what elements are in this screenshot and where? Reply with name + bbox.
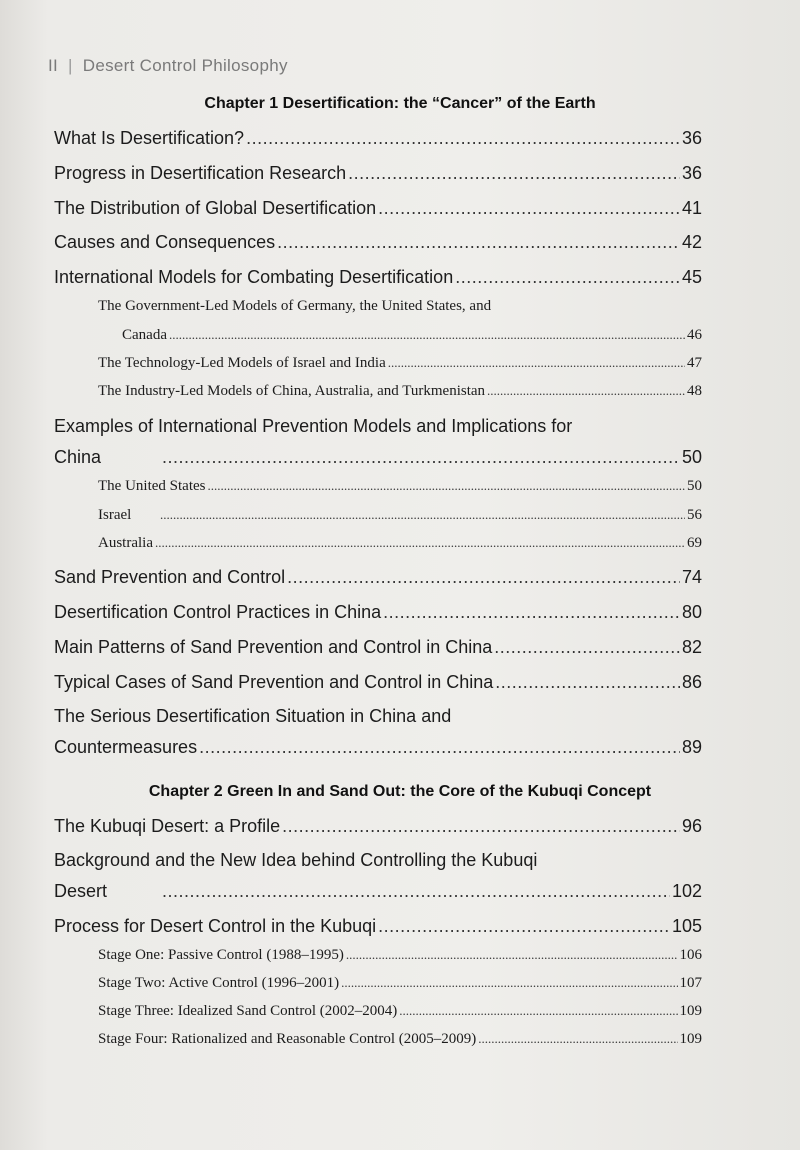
toc-entry-page: 82 (681, 637, 702, 657)
toc-entry-page: 106 (679, 947, 702, 963)
toc-entry-title: Causes and Consequences (54, 232, 276, 252)
toc-entry-line1[interactable]: Examples of International Prevention Models and Implications for (54, 416, 573, 436)
dot-leader (494, 637, 680, 658)
toc-entry-title: Process for Desert Control in the Kubuqi (54, 916, 377, 936)
toc-entry-title: Stage Two: Active Control (1996–2001) (98, 975, 340, 991)
toc-entry[interactable] (54, 128, 702, 149)
toc-entry-page: 46 (687, 327, 702, 343)
header-separator: | (68, 56, 73, 75)
toc-entry-page: 56 (687, 507, 702, 523)
dot-leader (162, 447, 680, 468)
toc-entry-page: 74 (681, 567, 702, 587)
dot-leader (246, 128, 680, 149)
dot-leader (399, 1003, 677, 1020)
toc-entry-page: 80 (681, 602, 702, 622)
toc-entry[interactable] (54, 267, 702, 288)
toc-entry-page: 36 (681, 163, 702, 183)
toc-subentry[interactable] (98, 947, 702, 964)
toc-entry[interactable] (54, 232, 702, 253)
toc-entry-title: Desertification Control Practices in China (54, 602, 382, 622)
toc-entry-title: Main Patterns of Sand Prevention and Control in China (54, 637, 493, 657)
toc-entry-page: 42 (681, 232, 702, 252)
toc-entry-title: What Is Desertification? (54, 128, 245, 148)
toc-entry-title: Stage Three: Idealized Sand Control (2002–2004) (98, 1003, 398, 1019)
toc-entry-page: 69 (687, 535, 702, 551)
toc-subentry[interactable] (98, 383, 702, 400)
toc-entry[interactable] (54, 637, 702, 658)
running-header (48, 56, 288, 76)
toc-subentry[interactable] (98, 975, 702, 992)
toc-entry[interactable] (54, 916, 702, 937)
toc-entry[interactable] (54, 163, 702, 184)
dot-leader (341, 975, 677, 992)
toc-entry-title: China (54, 447, 102, 467)
dot-leader (155, 535, 685, 552)
toc-entry[interactable] (54, 672, 702, 693)
toc-entry-page: 48 (687, 383, 702, 399)
toc-entry-page: 96 (681, 816, 702, 836)
dot-leader (378, 198, 680, 219)
toc-entry-page: 41 (681, 198, 702, 218)
toc-entry-page: 50 (687, 478, 702, 494)
toc-entry-page: 45 (681, 267, 702, 287)
toc-entry[interactable] (54, 602, 702, 623)
toc-entry-page: 89 (681, 737, 702, 757)
toc-entry-title: The Kubuqi Desert: a Profile (54, 816, 281, 836)
toc-entry[interactable] (54, 567, 702, 588)
toc-entry-title: Countermeasures (54, 737, 198, 757)
toc-subentry[interactable] (98, 1003, 702, 1020)
toc-entry[interactable] (54, 737, 702, 758)
dot-leader (455, 267, 680, 288)
toc-entry-line1[interactable]: Background and the New Idea behind Controlling the Kubuqi (54, 850, 538, 870)
toc-entry-title: Sand Prevention and Control (54, 567, 286, 587)
dot-leader (287, 567, 680, 588)
dot-leader (348, 163, 680, 184)
toc-entry-page: 36 (681, 128, 702, 148)
toc-entry-title: Progress in Desertification Research (54, 163, 347, 183)
toc-entry-title: International Models for Combating Desertification (54, 267, 454, 287)
dot-leader (162, 881, 670, 902)
toc-entry-title: Stage Four: Rationalized and Reasonable Control (2005–2009) (98, 1031, 477, 1047)
dot-leader (277, 232, 680, 253)
toc-subentry[interactable] (122, 327, 702, 344)
toc-entry-page: 47 (687, 355, 702, 371)
toc-entry-page: 86 (681, 672, 702, 692)
dot-leader (378, 916, 670, 937)
toc-entry-title: The Technology-Led Models of Israel and India (98, 355, 386, 371)
toc-entry-title: The Industry-Led Models of China, Australia, and Turkmenistan (98, 383, 486, 399)
toc-entry-title: The United States (98, 478, 206, 494)
toc-subentry-line1[interactable]: The Government-Led Models of Germany, the United States, and (98, 298, 492, 314)
toc-entry-page: 107 (679, 975, 702, 991)
dot-leader (388, 355, 685, 372)
toc-entry[interactable] (54, 881, 702, 902)
dot-leader (346, 947, 678, 964)
toc-entry[interactable] (54, 198, 702, 219)
toc-entry-title: Israel (98, 507, 132, 523)
toc-entry-title: The Distribution of Global Desertification (54, 198, 377, 218)
toc-subentry[interactable] (98, 355, 702, 372)
toc-entry-page: 105 (671, 916, 702, 936)
header-page-number: II (48, 56, 59, 75)
toc-entry-title: Typical Cases of Sand Prevention and Control in China (54, 672, 494, 692)
toc-subentry[interactable] (98, 478, 702, 495)
toc-subentry[interactable] (98, 535, 702, 552)
toc-subentry[interactable] (98, 1031, 702, 1048)
header-book-title: Desert Control Philosophy (82, 56, 288, 75)
dot-leader (487, 383, 685, 400)
dot-leader (282, 816, 680, 837)
dot-leader (199, 737, 680, 758)
toc-entry-page: 102 (671, 881, 702, 901)
dot-leader (383, 602, 680, 623)
toc-entry-title: Desert (54, 881, 108, 901)
dot-leader (207, 478, 685, 495)
chapter-1-heading: Chapter 1 Desertification: the “Cancer” of the Earth (204, 95, 596, 112)
toc-entry-title: Canada (122, 327, 167, 343)
toc-entry[interactable] (54, 816, 702, 837)
dot-leader (169, 327, 685, 344)
toc-entry-title: Australia (98, 535, 153, 551)
dot-leader (478, 1031, 677, 1048)
toc-entry-line1[interactable]: The Serious Desertification Situation in China and (54, 706, 452, 726)
toc-entry-page: 109 (679, 1031, 702, 1047)
toc-entry[interactable] (54, 447, 702, 468)
toc-subentry[interactable] (98, 507, 702, 524)
dot-leader (160, 507, 685, 524)
chapter-2-heading: Chapter 2 Green In and Sand Out: the Core of the Kubuqi Concept (148, 783, 652, 800)
toc-entry-page: 50 (681, 447, 702, 467)
toc-entry-page: 109 (679, 1003, 702, 1019)
toc-entry-title: Stage One: Passive Control (1988–1995) (98, 947, 344, 963)
dot-leader (495, 672, 680, 693)
